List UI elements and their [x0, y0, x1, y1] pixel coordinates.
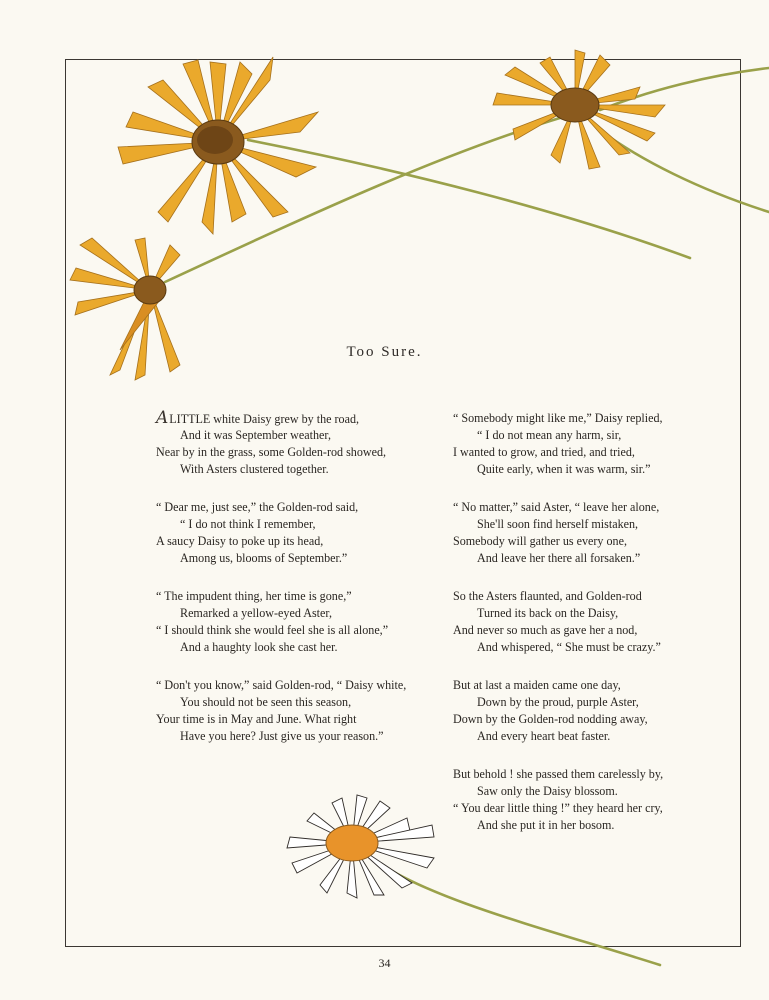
verse-line: Down by the proud, purple Aster, [477, 695, 639, 709]
verse-line: And leave her there all forsaken.” [477, 551, 641, 565]
verse-line: A saucy Daisy to poke up its head, [156, 534, 324, 548]
stem [375, 860, 660, 965]
verse-line: She'll soon find herself mistaken, [477, 517, 639, 531]
verse-line: “ I should think she would feel she is all alone,” [156, 623, 389, 637]
stanza [453, 588, 743, 656]
verse-line: “ You dear little thing !” they heard her cry, [453, 801, 663, 815]
verse-line: “ Don't you know,” said Golden-rod, “ Daisy white, [156, 678, 407, 692]
verse-line: And it was September weather, [180, 428, 331, 442]
verse-line: And a haughty look she cast her. [180, 640, 338, 654]
verse-line: And she put it in her bosom. [477, 818, 615, 832]
poem-right-column [453, 410, 743, 855]
stem [600, 68, 769, 110]
verse-line: And never so much as gave her a nod, [453, 623, 638, 637]
verse-line: I wanted to grow, and tried, and tried, [453, 445, 635, 459]
verse-line: Turned its back on the Daisy, [477, 606, 619, 620]
verse-line: With Asters clustered together. [180, 462, 329, 476]
sunflower-top-right-icon [493, 50, 665, 169]
verse-line: And whispered, “ She must be crazy.” [477, 640, 661, 654]
poem-title: Too Sure. [346, 344, 423, 360]
verse-line: Your time is in May and June. What right [156, 712, 357, 726]
verse-line: “ No matter,” said Aster, “ leave her alone, [453, 500, 660, 514]
stanza [453, 766, 743, 834]
verse-line: Among us, blooms of September.” [180, 551, 348, 565]
verse-line: “ Somebody might like me,” Daisy replied, [453, 411, 663, 425]
verse-line: Have you here? Just give us your reason.” [180, 729, 384, 743]
page-number: 34 [378, 956, 391, 970]
verse-line: “ I do not think I remember, [180, 517, 316, 531]
verse-line: Down by the Golden-rod nodding away, [453, 712, 648, 726]
verse-line: Remarked a yellow-eyed Aster, [180, 606, 332, 620]
stanza [453, 677, 743, 745]
stanza [156, 677, 446, 745]
verse-line: Near by in the grass, some Golden-rod showed, [156, 445, 387, 459]
stanza [156, 410, 446, 478]
verse-line: And every heart beat faster. [477, 729, 611, 743]
verse-line: LITTLE white Daisy grew by the road, [169, 412, 360, 426]
verse-line: “ The impudent thing, her time is gone,” [156, 589, 352, 603]
stanza [453, 499, 743, 567]
verse-line: Saw only the Daisy blossom. [477, 784, 618, 798]
stem [600, 130, 769, 212]
verse-line: “ Dear me, just see,” the Golden-rod said, [156, 500, 359, 514]
stanza [156, 499, 446, 567]
sunflower-top-left-icon [118, 57, 318, 234]
stanza [453, 410, 743, 478]
verse-line: Somebody will gather us every one, [453, 534, 627, 548]
poem-left-column [156, 410, 446, 766]
verse-line: Quite early, when it was warm, sir.” [477, 462, 651, 476]
verse-line: But at last a maiden came one day, [453, 678, 621, 692]
verse-line: You should not be seen this season, [180, 695, 352, 709]
verse-line: But behold ! she passed them carelessly by, [453, 767, 664, 781]
verse-line: “ I do not mean any harm, sir, [477, 428, 622, 442]
verse-line: So the Asters flaunted, and Golden-rod [453, 589, 642, 603]
drop-cap: A [156, 408, 169, 428]
stanza [156, 588, 446, 656]
daisy-icon [287, 795, 434, 898]
stem [248, 140, 690, 258]
